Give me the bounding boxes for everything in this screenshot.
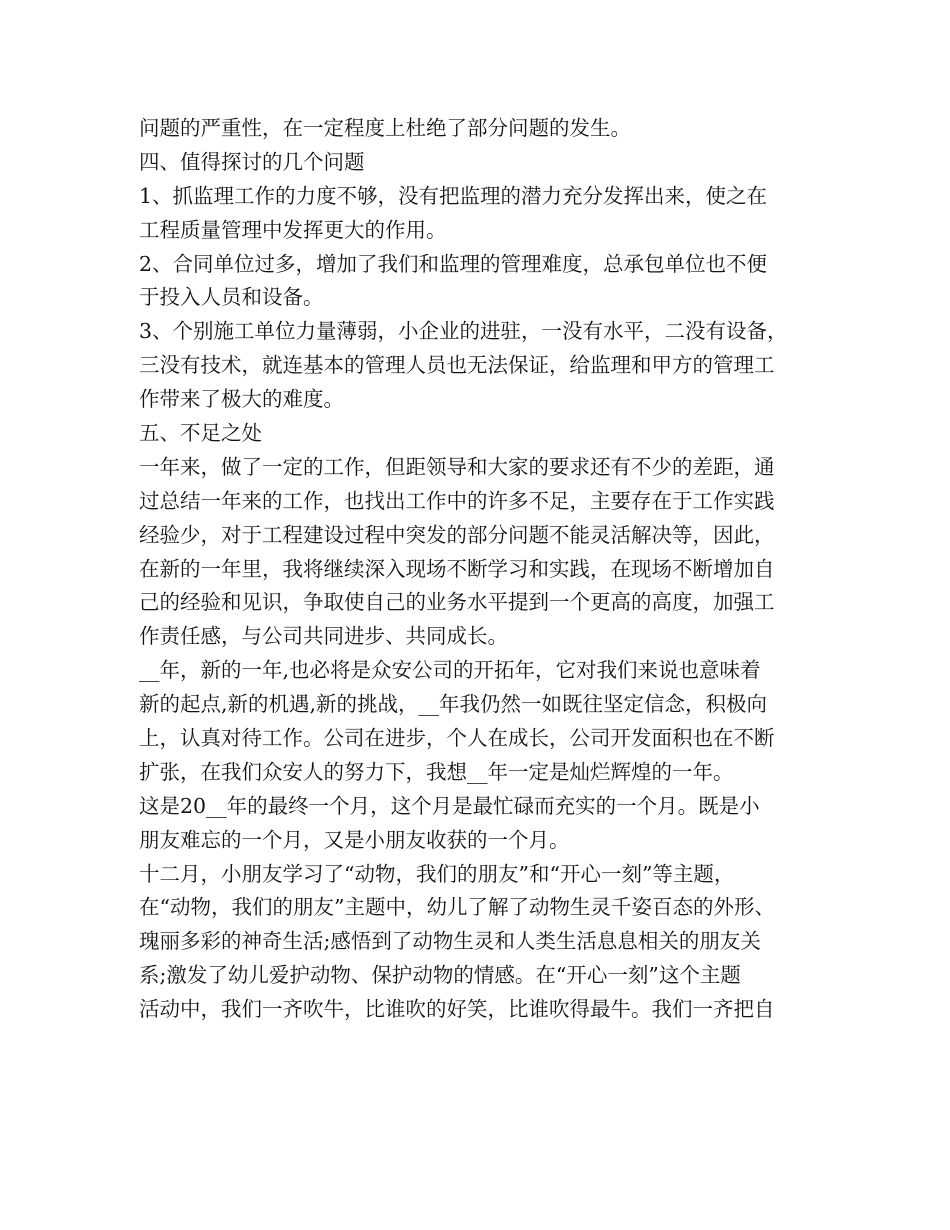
- text-line: 活动中，我们一齐吹牛，比谁吹的好笑，比谁吹得最牛。我们一齐把自: [139, 997, 775, 1022]
- text-line: 己的经验和见识，争取使自己的业务水平提到一个更高的高度，加强工: [139, 590, 775, 615]
- text-line: 三没有技术，就连基本的管理人员也无法保证，给监理和甲方的管理工: [139, 353, 775, 378]
- text-line: 朋友难忘的一个月，又是小朋友收获的一个月。: [139, 827, 570, 852]
- text-line: 系;激发了幼儿爱护动物、保护动物的情感。在“开心一刻”这个主题: [139, 963, 741, 988]
- text-line: 过总结一年来的工作，也找出工作中的许多不足，主要存在于工作实践: [139, 488, 775, 513]
- text-line: 上，认真对待工作。公司在进步，个人在成长，公司开发面积也在不断: [139, 726, 775, 751]
- text-line: 一年来，做了一定的工作，但距领导和大家的要求还有不少的差距，通: [139, 454, 775, 479]
- section-heading: 四、值得探讨的几个问题: [139, 149, 365, 174]
- text-line: 新的起点,新的机遇,新的挑战，__年我仍然一如既往坚定信念，积极向: [139, 692, 768, 717]
- text-line: __年，新的一年,也必将是众安公司的开拓年，它对我们来说也意味着: [139, 658, 761, 683]
- text-line: 1、抓监理工作的力度不够，没有把监理的潜力充分发挥出来，使之在: [139, 183, 768, 208]
- text-line: 2、合同单位过多，增加了我们和监理的管理难度，总承包单位也不便: [139, 251, 768, 276]
- text-line: 十二月，小朋友学习了“动物，我们的朋友”和“开心一刻”等主题，: [139, 861, 735, 886]
- text-line: 3、个别施工单位力量薄弱，小企业的进驻，一没有水平，二没有设备，: [139, 319, 788, 344]
- section-heading: 五、不足之处: [139, 421, 262, 446]
- text-line: 在“动物，我们的朋友”主题中，幼儿了解了动物生灵千姿百态的外形、: [139, 895, 775, 920]
- text-line: 工程质量管理中发挥更大的作用。: [139, 217, 447, 242]
- text-line: 扩张，在我们众安人的努力下，我想__年一定是灿烂辉煌的一年。: [139, 759, 734, 784]
- text-line: 经验少，对于工程建设过程中突发的部分问题不能灵活解决等，因此，: [139, 522, 775, 547]
- text-line: 于投入人员和设备。: [139, 285, 324, 310]
- text-line: 问题的严重性，在一定程度上杜绝了部分问题的发生。: [139, 116, 631, 140]
- text-line: 作带来了极大的难度。: [139, 387, 344, 412]
- text-line: 在新的一年里，我将继续深入现场不断学习和实践，在现场不断增加自: [139, 556, 775, 581]
- text-line: 这是20__年的最终一个月，这个月是最忙碌而充实的一个月。既是小: [139, 793, 760, 818]
- document-body: [139, 112, 829, 1027]
- text-line: 作责任感，与公司共同进步、共同成长。: [139, 624, 508, 649]
- text-line: 瑰丽多彩的神奇生活;感悟到了动物生灵和人类生活息息相关的朋友关: [139, 929, 761, 954]
